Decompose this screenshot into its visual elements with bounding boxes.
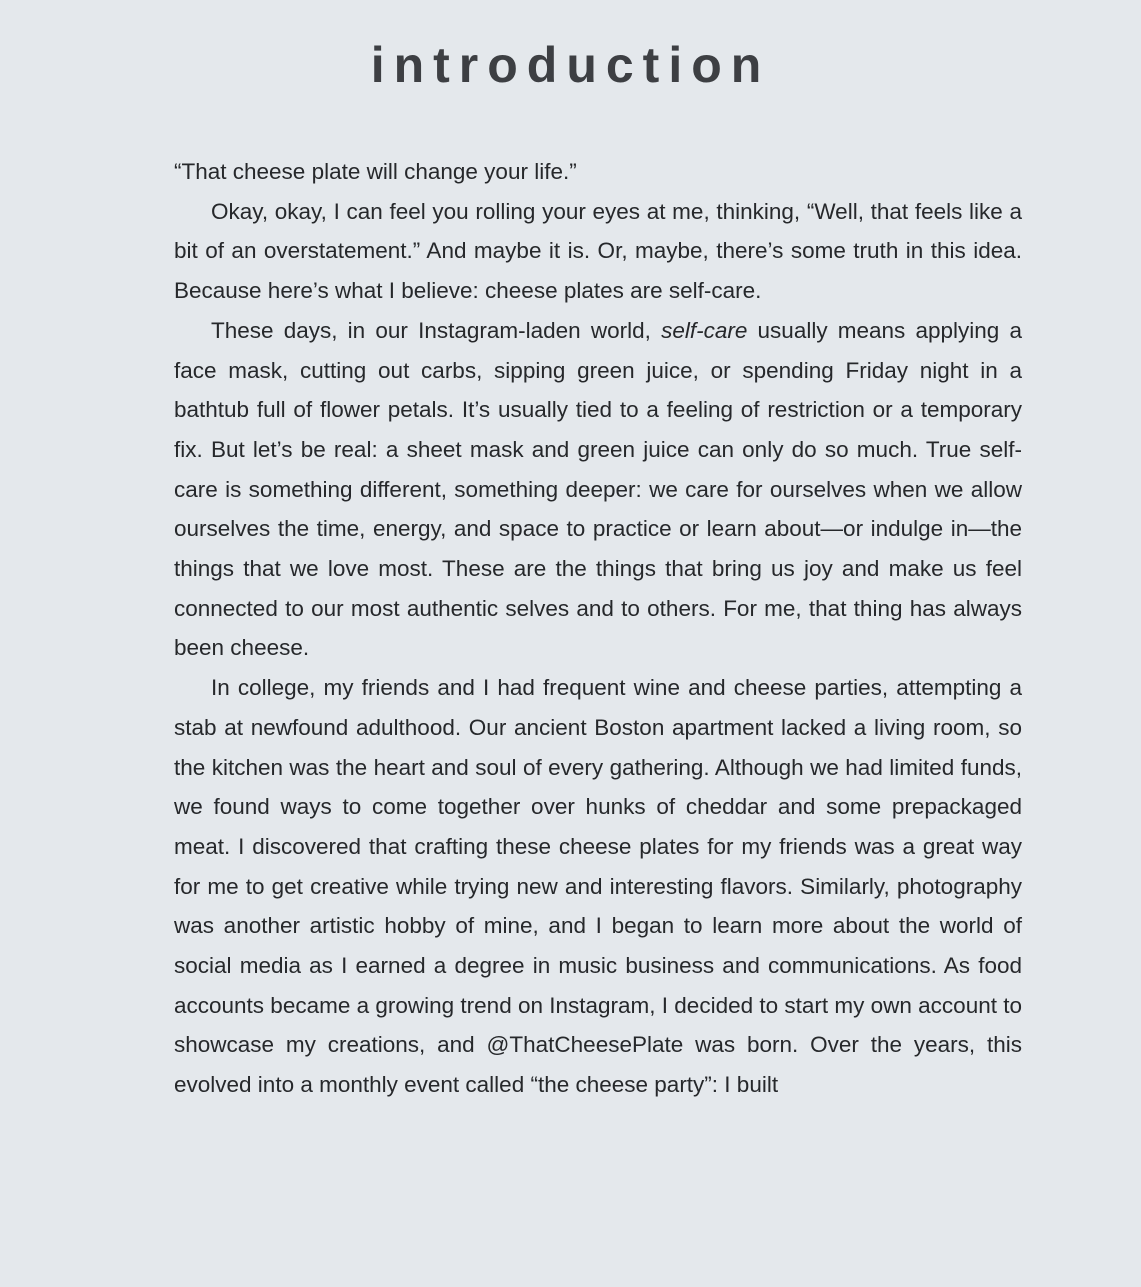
paragraph-1: “That cheese plate will change your life.” [174,159,577,184]
paragraph-4: In college, my friends and I had frequent wine and cheese parties, attempting a stab at newfound adulthood. Our ancient Boston apartment lacked a living room, so the kitchen was the heart and soul of every gathering. Although we had limited funds, we found ways to come together over hunks of cheddar and some prepackaged meat. I discovered that crafting these cheese plates for my friends was a great way for me to get creative while trying new and interesting flavors. Similarly, photography was another artistic hobby of mine, and I began to learn more about the world of social media as I earned a degree in music business and communications. As food accounts became a growing trend on Instagram, I decided to start my own account to showcase my creations, and @ThatCheesePlate was born. Over the years, this evolved into a monthly event called “the cheese party”: I built [174,675,1022,1098]
paragraph-2: Okay, okay, I can feel you rolling your eyes at me, thinking, “Well, that feels like a bit of an overstatement.” And maybe it is. Or, maybe, there’s some truth in this idea. Because here’s what I believe: cheese plates are self-care. [174,198,1022,304]
body-text [174,152,1022,1105]
paragraph-3-after: usually means applying a face mask, cutting out carbs, sipping green juice, or spending Friday night in a bathtub full of flower petals. It’s usually tied to a feeling of restriction or a temporary fix. But let’s be real: a sheet mask and green juice can only do so much. True self-care is something different, something deeper: we care for ourselves when we allow ourselves the time, energy, and space to practice or learn about—or indulge in—the things that we love most. These are the things that bring us joy and make us feel connected to our most authentic selves and to others. For me, that thing has always been cheese. [174,317,1023,661]
paragraph-3-emphasis: self-care [661,317,748,343]
paragraph-3-before: These days, in our Instagram-laden world, [211,317,662,343]
paragraph-3 [174,311,1022,668]
chapter-title: introduction [370,37,771,93]
